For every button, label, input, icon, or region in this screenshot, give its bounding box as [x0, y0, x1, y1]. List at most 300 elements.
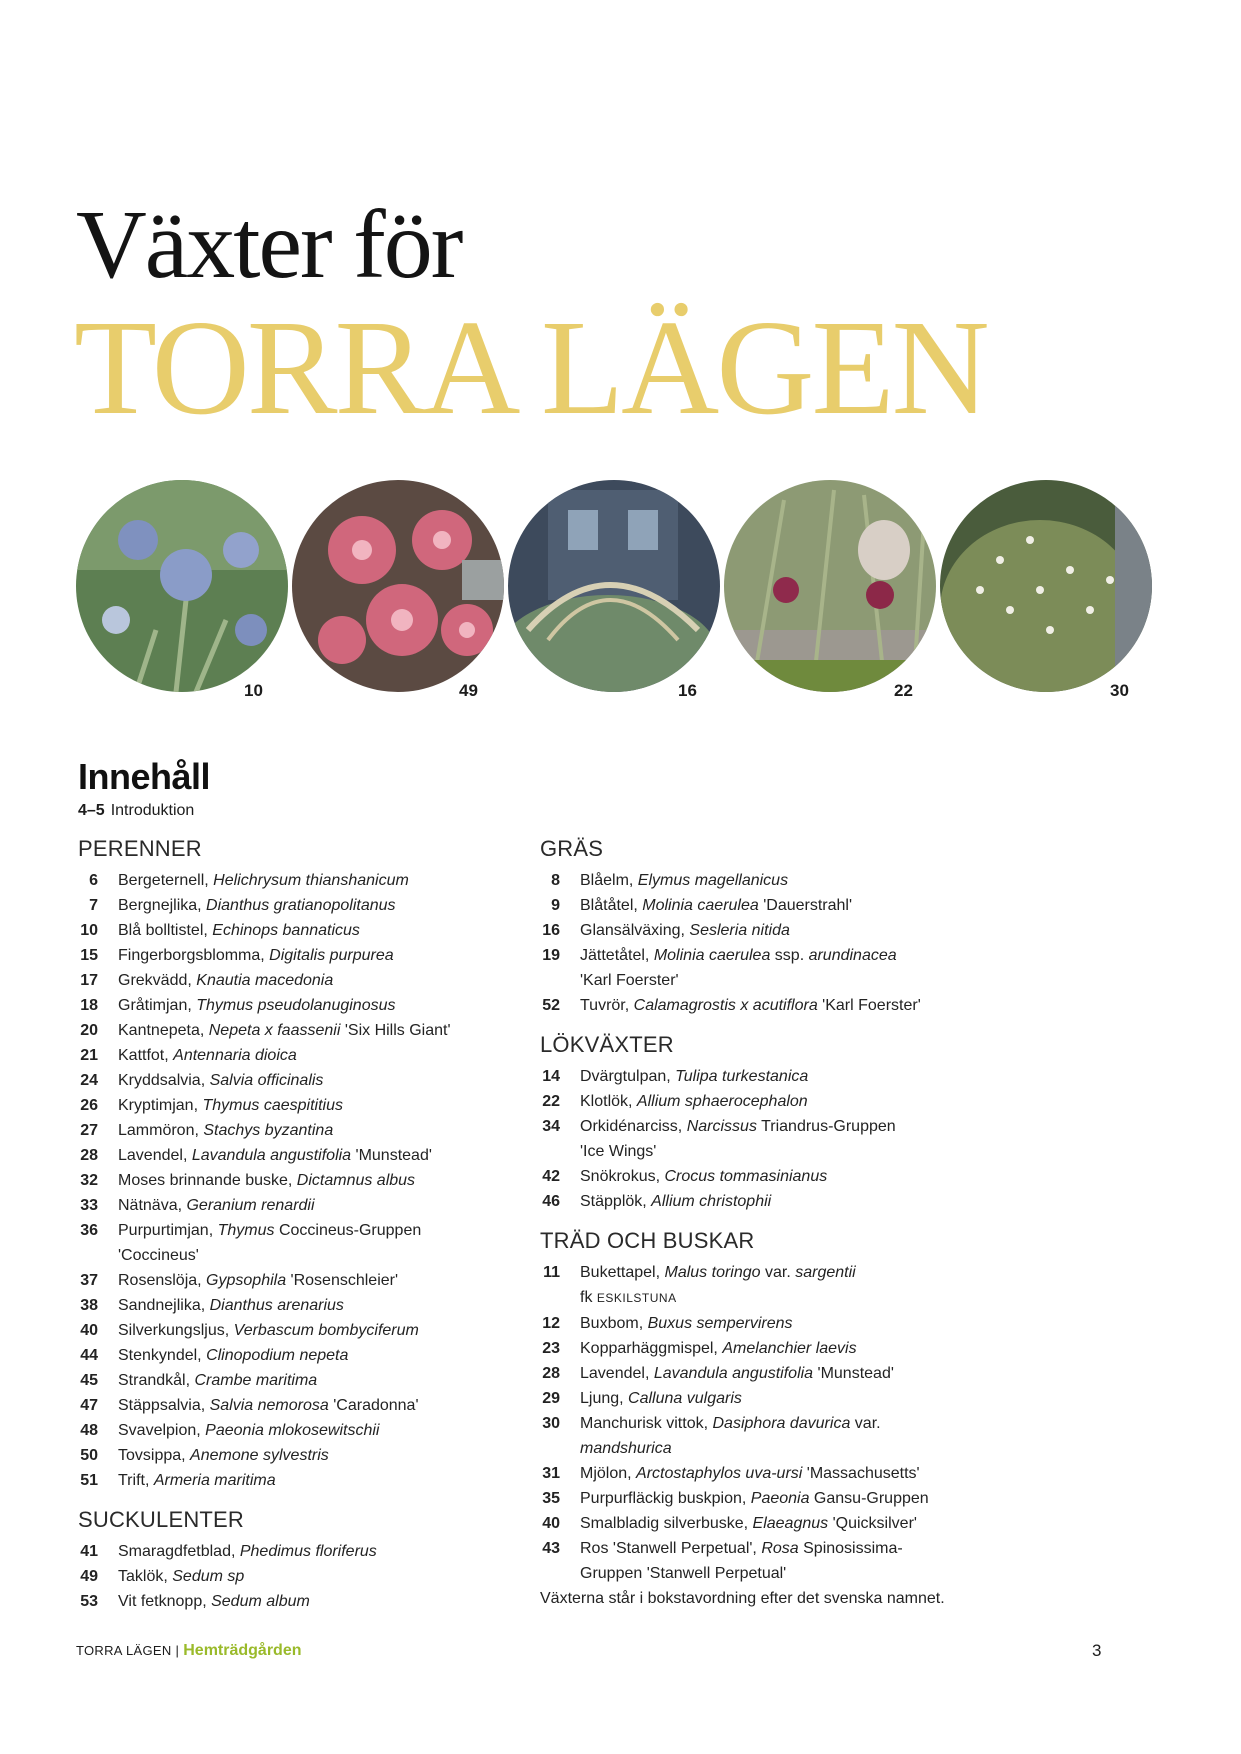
entry-swedish-name: Grekvädd,	[118, 972, 197, 989]
entry-swedish-name: Gruppen 'Stanwell Perpetual'	[580, 1565, 787, 1582]
entry-text	[580, 1189, 771, 1214]
entry-latin-name: Dianthus gratianopolitanus	[206, 897, 396, 914]
entry-page: 38	[80, 1297, 98, 1314]
entry-swedish-name: 'Karl Foerster'	[580, 972, 679, 989]
entry-swedish-name: Sandnejlika,	[118, 1297, 210, 1314]
entry-text	[118, 1393, 419, 1418]
entry-cultivar: var.	[760, 1264, 796, 1281]
entry-text	[118, 1143, 432, 1168]
entry-page	[540, 968, 560, 993]
entry-swedish-name: Manchurisk vittok,	[580, 1415, 713, 1432]
toc-entry	[78, 968, 508, 993]
entry-latin-name: Salvia officinalis	[209, 1072, 324, 1089]
entry-text	[118, 1193, 315, 1218]
entry-page: 12	[542, 1315, 560, 1332]
entry-swedish-name: Kantnepeta,	[118, 1022, 209, 1039]
entry-latin-name: Arctostaphylos uva-ursi	[636, 1465, 803, 1482]
entry-latin-name: Geranium renardii	[186, 1197, 315, 1214]
entry-text	[580, 1411, 881, 1436]
entry-page: 16	[542, 922, 560, 939]
entry-cultivar: 'Quicksilver'	[828, 1515, 917, 1532]
toc-entry	[540, 1436, 970, 1461]
toc-entry	[78, 1564, 508, 1589]
toc-entry	[540, 1064, 970, 1089]
entry-latin-name: Molinia caerulea	[653, 947, 771, 964]
section-gras	[540, 836, 970, 1018]
toc-entry	[78, 1318, 508, 1343]
entry-swedish-name: Smaragdfetblad,	[118, 1543, 240, 1560]
entry-latin-name: Buxus sempervirens	[647, 1315, 793, 1332]
entry-page: 35	[542, 1490, 560, 1507]
entry-latin-name: Rosa	[761, 1540, 799, 1557]
entry-swedish-name: Buxbom,	[580, 1315, 648, 1332]
entry-text	[118, 1243, 199, 1268]
entry-text	[580, 1089, 808, 1114]
entry-text	[580, 1260, 856, 1285]
entry-swedish-name: Blåelm,	[580, 872, 638, 889]
entry-text	[580, 1561, 786, 1586]
entry-latin-name: Calluna vulgaris	[628, 1390, 742, 1407]
entry-swedish-name: Stenkyndel,	[118, 1347, 207, 1364]
entry-swedish-name: Lavendel,	[118, 1147, 192, 1164]
entry-swedish-name: Tuvrör,	[580, 997, 634, 1014]
entry-latin-name: Crambe maritima	[194, 1372, 318, 1389]
entry-latin-name: Thymus pseudolanuginosus	[196, 997, 396, 1014]
entry-text	[580, 1536, 903, 1561]
entry-page: 36	[80, 1222, 98, 1239]
entry-swedish-name: Mjölon,	[580, 1465, 637, 1482]
toc-entry	[78, 1143, 508, 1168]
entry-swedish-name: Lammöron,	[118, 1122, 204, 1139]
toc-column-right	[540, 836, 970, 1625]
entry-latin-name: Sedum album	[211, 1593, 310, 1610]
entry-text	[580, 1336, 857, 1361]
photo-page-number: 16	[678, 681, 697, 700]
toc-entry	[78, 1268, 508, 1293]
entry-page: 43	[542, 1540, 560, 1557]
entry-text	[118, 1443, 329, 1468]
toc-entry	[78, 1418, 508, 1443]
entry-page: 8	[551, 872, 560, 889]
entry-page: 32	[80, 1172, 98, 1189]
entry-page: 53	[80, 1593, 98, 1610]
entry-latin-name: Allium sphaerocephalon	[636, 1093, 808, 1110]
toc-entry	[78, 1539, 508, 1564]
entry-text	[580, 1511, 917, 1536]
entry-swedish-name: Kryptimjan,	[118, 1097, 203, 1114]
photo-allium	[724, 480, 936, 692]
entry-cultivar: 'Massachusetts'	[802, 1465, 920, 1482]
photo-page-number: 49	[459, 681, 478, 700]
entry-text	[118, 1293, 344, 1318]
toc-entry	[78, 1443, 508, 1468]
entry-page: 11	[543, 1264, 560, 1281]
entry-text	[118, 1268, 398, 1293]
photo-echinops	[76, 480, 288, 692]
entry-text	[580, 943, 897, 968]
toc-entry	[540, 1411, 970, 1436]
toc-entry	[78, 1093, 508, 1118]
entry-text	[118, 868, 409, 893]
toc-heading: Innehåll	[78, 756, 211, 797]
entry-page: 28	[80, 1147, 98, 1164]
entry-swedish-name: Jättetåtel,	[580, 947, 654, 964]
entry-text	[580, 1164, 827, 1189]
sort-note: Växterna står i bokstavordning efter det svenska namnet.	[540, 1590, 945, 1607]
entry-page: 46	[542, 1193, 560, 1210]
entry-page: 45	[80, 1372, 98, 1389]
toc-entry	[540, 1336, 970, 1361]
entry-cultivar: 'Munstead'	[351, 1147, 432, 1164]
entry-text	[580, 893, 852, 918]
entry-latin-name: Calamagrostis x acutiflora	[633, 997, 818, 1014]
entry-text	[118, 1043, 297, 1068]
entry-swedish-name: Dvärgtulpan,	[580, 1068, 676, 1085]
entry-swedish-name: Silverkungsljus,	[118, 1322, 234, 1339]
entry-text	[118, 968, 333, 993]
entry-page: 49	[80, 1568, 98, 1585]
section-title: PERENNER	[78, 836, 202, 861]
entry-page: 20	[80, 1022, 98, 1039]
entry-latin-name: mandshurica	[580, 1440, 672, 1457]
entry-cultivar: Triandrus-Gruppen	[756, 1118, 896, 1135]
entry-page: 15	[80, 947, 98, 964]
entry-latin-name: Anemone sylvestris	[190, 1447, 329, 1464]
toc-entry	[540, 1089, 970, 1114]
entry-page: 27	[80, 1122, 98, 1139]
entry-page: 19	[542, 947, 560, 964]
entry-latin-name: Molinia caerulea	[642, 897, 759, 914]
section-title: SUCKULENTER	[78, 1507, 245, 1532]
entry-latin-name: Lavandula angustifolia	[191, 1147, 352, 1164]
entry-page: 40	[80, 1322, 98, 1339]
toc-entry	[540, 1139, 970, 1164]
entry-text	[118, 1118, 333, 1143]
toc-entry	[78, 1343, 508, 1368]
entry-swedish-name: Bergeternell,	[118, 872, 214, 889]
entry-text	[118, 893, 396, 918]
entry-cultivar: Coccineus-Gruppen	[274, 1222, 422, 1239]
entry-page: 24	[80, 1072, 98, 1089]
entry-swedish-name: Kattfot,	[118, 1047, 174, 1064]
entry-swedish-name: Kopparhäggmispel,	[580, 1340, 723, 1357]
toc-entry	[78, 1589, 508, 1614]
entry-page: 42	[542, 1168, 560, 1185]
entry-text	[118, 1218, 421, 1243]
entry-page: 10	[80, 922, 98, 939]
entry-page: 52	[542, 997, 560, 1014]
entry-cultivar: 'Karl Foerster'	[817, 997, 921, 1014]
toc-entry	[78, 1043, 508, 1068]
toc-entry	[540, 1486, 970, 1511]
entry-page: 37	[80, 1272, 98, 1289]
entry-swedish-name: Purpurtimjan,	[118, 1222, 218, 1239]
entry-page: 21	[80, 1047, 98, 1064]
toc-entry	[78, 1468, 508, 1493]
entry-text	[118, 1343, 348, 1368]
entry-cultivar: 'Caradonna'	[328, 1397, 419, 1414]
entry-swedish-name: Orkidénarciss,	[580, 1118, 687, 1135]
entry-latin-name: Helichrysum thianshanicum	[213, 872, 409, 889]
section-trad-och-buskar	[540, 1228, 970, 1611]
entry-cultivar: 'Munstead'	[813, 1365, 894, 1382]
toc-column-left	[78, 836, 508, 1628]
entry-text	[580, 993, 921, 1018]
toc-entry	[78, 1168, 508, 1193]
entry-swedish-name: Moses brinnande buske,	[118, 1172, 297, 1189]
toc-entry	[540, 1461, 970, 1486]
toc-entry	[540, 993, 970, 1018]
entry-text	[580, 1114, 896, 1139]
photo-sesleria	[508, 480, 720, 692]
entry-text	[580, 868, 788, 893]
intro-label: Introduktion	[110, 802, 195, 819]
entry-latin-name: Malus toringo	[664, 1264, 761, 1281]
entry-page	[540, 1561, 560, 1586]
entry-text	[580, 1064, 808, 1089]
toc-entry	[78, 1243, 508, 1268]
entry-swedish-name: 'Ice Wings'	[580, 1143, 657, 1160]
entry-page: 31	[542, 1465, 560, 1482]
entry-latin-name: Lavandula angustifolia	[653, 1365, 814, 1382]
entry-page: 23	[542, 1340, 560, 1357]
entry-swedish-name: Stäppsalvia,	[118, 1397, 210, 1414]
entry-latin-name: Crocus tommasinianus	[664, 1168, 828, 1185]
entry-text	[118, 1564, 244, 1589]
entry-text	[118, 1318, 419, 1343]
entry-swedish-name: Svavelpion,	[118, 1422, 206, 1439]
toc-entry	[540, 1536, 970, 1561]
entry-page: 29	[542, 1390, 560, 1407]
entry-latin-name: Sedum sp	[172, 1568, 245, 1585]
entry-latin-name: Nepeta x faassenii	[208, 1022, 341, 1039]
entry-latin-name: Paeonia mlokosewitschii	[205, 1422, 380, 1439]
entry-latin-name: Dianthus arenarius	[209, 1297, 344, 1314]
toc-entry	[540, 1164, 970, 1189]
entry-swedish-name: Glansälväxing,	[580, 922, 690, 939]
entry-swedish-name: Bukettapel,	[580, 1264, 665, 1281]
entry-swedish-name: Lavendel,	[580, 1365, 654, 1382]
entry-text	[580, 1285, 677, 1311]
section-title: GRÄS	[540, 836, 604, 861]
photo-page-number: 30	[1110, 681, 1129, 700]
entry-page: 28	[542, 1365, 560, 1382]
entry-swedish-name: Blå bolltistel,	[118, 922, 213, 939]
toc-entry	[540, 968, 970, 993]
entry-cultivar: 'Dauerstrahl'	[758, 897, 853, 914]
entry-text	[580, 968, 679, 993]
entry-swedish-name: Klotlök,	[580, 1093, 637, 1110]
entry-text	[580, 1311, 793, 1336]
footer-brand: Hemträdgården	[183, 1642, 302, 1659]
entry-text	[580, 1461, 920, 1486]
entry-page: 51	[80, 1472, 98, 1489]
toc-entry	[540, 868, 970, 893]
entry-swedish-name: Gråtimjan,	[118, 997, 197, 1014]
toc-entry	[540, 893, 970, 918]
toc-entry	[78, 1118, 508, 1143]
entry-text	[118, 1418, 379, 1443]
toc-entry	[540, 1260, 970, 1285]
entry-swedish-name: Bergnejlika,	[118, 897, 207, 914]
entry-cultivar: Gansu-Gruppen	[809, 1490, 929, 1507]
entry-latin-name: Antennaria dioica	[173, 1047, 297, 1064]
toc-entry	[78, 893, 508, 918]
section-title: LÖKVÄXTER	[540, 1032, 674, 1057]
entry-text	[118, 1168, 415, 1193]
entry-latin-name: Paeonia	[750, 1490, 810, 1507]
toc-entry	[540, 1189, 970, 1214]
footer-running-title	[76, 1642, 301, 1660]
entry-swedish-name: fk	[580, 1289, 597, 1306]
entry-latin-name: Elymus magellanicus	[637, 872, 789, 889]
entry-text	[580, 1386, 742, 1411]
entry-text	[118, 1093, 343, 1118]
entry-swedish-name: Fingerborgsblomma,	[118, 947, 270, 964]
toc-entry	[540, 1386, 970, 1411]
photo-sempervivum	[292, 480, 504, 692]
entry-latin-name: Thymus	[217, 1222, 275, 1239]
section-suckulenter	[78, 1507, 508, 1614]
entry-latin-name: arundinacea	[808, 947, 897, 964]
entry-swedish-name: Taklök,	[118, 1568, 173, 1585]
entry-latin-name: Dictamnus albus	[296, 1172, 416, 1189]
entry-text	[118, 1539, 377, 1564]
toc-entry	[78, 918, 508, 943]
entry-cultivar: Spinosissima-	[798, 1540, 903, 1557]
entry-text	[580, 1361, 894, 1386]
entry-latin-name: Thymus caespititius	[202, 1097, 343, 1114]
toc-entry	[540, 1561, 970, 1586]
section-lokvaxter	[540, 1032, 970, 1214]
toc-entry	[78, 1018, 508, 1043]
toc-entry	[78, 868, 508, 893]
entry-text	[118, 943, 394, 968]
entry-text	[118, 1018, 451, 1043]
toc-entry	[540, 943, 970, 968]
entry-page: 6	[89, 872, 98, 889]
entry-swedish-name: Ljung,	[580, 1390, 629, 1407]
toc-entry	[78, 1393, 508, 1418]
entry-latin-name: Sesleria nitida	[689, 922, 790, 939]
entry-page: 14	[542, 1068, 560, 1085]
toc-entry	[540, 1511, 970, 1536]
entry-page: 44	[80, 1347, 98, 1364]
entry-swedish-name: Blåtåtel,	[580, 897, 643, 914]
entry-page	[540, 1436, 560, 1461]
entry-page	[540, 1285, 560, 1311]
photo-dasiphora	[940, 480, 1152, 692]
entry-latin-name: Stachys byzantina	[203, 1122, 334, 1139]
entry-page: 50	[80, 1447, 98, 1464]
entry-latin-name: Allium christophii	[651, 1193, 772, 1210]
title-line-2: TORRA LÄGEN	[74, 293, 987, 443]
toc-entry	[540, 1114, 970, 1139]
entry-swedish-name: Nätnäva,	[118, 1197, 187, 1214]
title-line-1: Växter för	[76, 191, 462, 299]
entry-swedish-name: Smalbladig silverbuske,	[580, 1515, 753, 1532]
entry-page: 22	[542, 1093, 560, 1110]
entry-swedish-name: Ros 'Stanwell Perpetual',	[580, 1540, 762, 1557]
toc-entry	[540, 918, 970, 943]
entry-cultivar: 'Rosenschleier'	[286, 1272, 399, 1289]
entry-latin-name: Echinops bannaticus	[212, 922, 360, 939]
toc-entry	[78, 1218, 508, 1243]
page-number: 3	[1092, 1641, 1102, 1660]
entry-page: 18	[80, 997, 98, 1014]
entry-latin-name: Salvia nemorosa	[209, 1397, 329, 1414]
entry-swedish-name: Kryddsalvia,	[118, 1072, 210, 1089]
entry-page: 34	[542, 1118, 560, 1135]
toc-entry	[78, 1368, 508, 1393]
entry-swedish-name: Strandkål,	[118, 1372, 195, 1389]
entry-text	[118, 1368, 317, 1393]
entry-cultivar: 'Six Hills Giant'	[340, 1022, 451, 1039]
intro-pages: 4–5	[78, 802, 105, 819]
toc-entry	[540, 1285, 970, 1311]
entry-latin-name: Narcissus	[686, 1118, 757, 1135]
entry-page: 17	[80, 972, 98, 989]
entry-latin-name: Gypsophila	[206, 1272, 287, 1289]
entry-swedish-name: Tovsippa,	[118, 1447, 191, 1464]
entry-latin-name: sargentii	[795, 1264, 856, 1281]
toc-entry	[78, 943, 508, 968]
entry-page: 7	[89, 897, 98, 914]
entry-swedish-name: Snökrokus,	[580, 1168, 665, 1185]
footer-separator: |	[175, 1643, 180, 1658]
entry-swedish-name: Vit fetknopp,	[118, 1593, 212, 1610]
entry-text	[580, 1436, 672, 1461]
entry-text	[118, 1589, 310, 1614]
toc-entry	[540, 1311, 970, 1336]
entry-latin-name: Phedimus floriferus	[239, 1543, 377, 1560]
entry-page	[78, 1243, 98, 1268]
entry-text	[118, 1068, 323, 1093]
entry-page: 48	[80, 1422, 98, 1439]
entry-cultivar: ssp.	[770, 947, 809, 964]
entry-latin-name: Knautia macedonia	[196, 972, 334, 989]
toc-entry	[78, 1068, 508, 1093]
entry-latin-name: Verbascum bombyciferum	[233, 1322, 419, 1339]
photo-page-number: 10	[244, 681, 263, 700]
entry-swedish-name: 'Coccineus'	[118, 1247, 199, 1264]
entry-page: 33	[80, 1197, 98, 1214]
entry-page: 47	[80, 1397, 98, 1414]
toc-intro	[78, 802, 194, 820]
entry-latin-name: Amelanchier laevis	[722, 1340, 857, 1357]
entry-latin-name: Dasiphora davurica	[712, 1415, 851, 1432]
entry-latin-name: Clinopodium nepeta	[206, 1347, 349, 1364]
entry-cultivar: var.	[850, 1415, 881, 1432]
entry-text	[118, 993, 395, 1018]
entry-text	[118, 918, 360, 943]
entry-page	[540, 1139, 560, 1164]
entry-latin-name: Armeria maritima	[153, 1472, 276, 1489]
entry-swedish-name: Stäpplök,	[580, 1193, 652, 1210]
photo-page-number: 22	[894, 681, 913, 700]
entry-text	[580, 918, 790, 943]
entry-text	[580, 1486, 929, 1511]
toc-entry	[78, 993, 508, 1018]
toc-entry	[78, 1293, 508, 1318]
entry-page: 30	[542, 1415, 560, 1432]
toc-entry	[540, 1361, 970, 1386]
entry-latin-name: Digitalis purpurea	[269, 947, 394, 964]
footer-section: TORRA LÄGEN	[76, 1643, 172, 1658]
section-title: TRÄD OCH BUSKAR	[540, 1228, 755, 1253]
entry-text	[580, 1139, 656, 1164]
entry-swedish-name: Purpurfläckig buskpion,	[580, 1490, 751, 1507]
